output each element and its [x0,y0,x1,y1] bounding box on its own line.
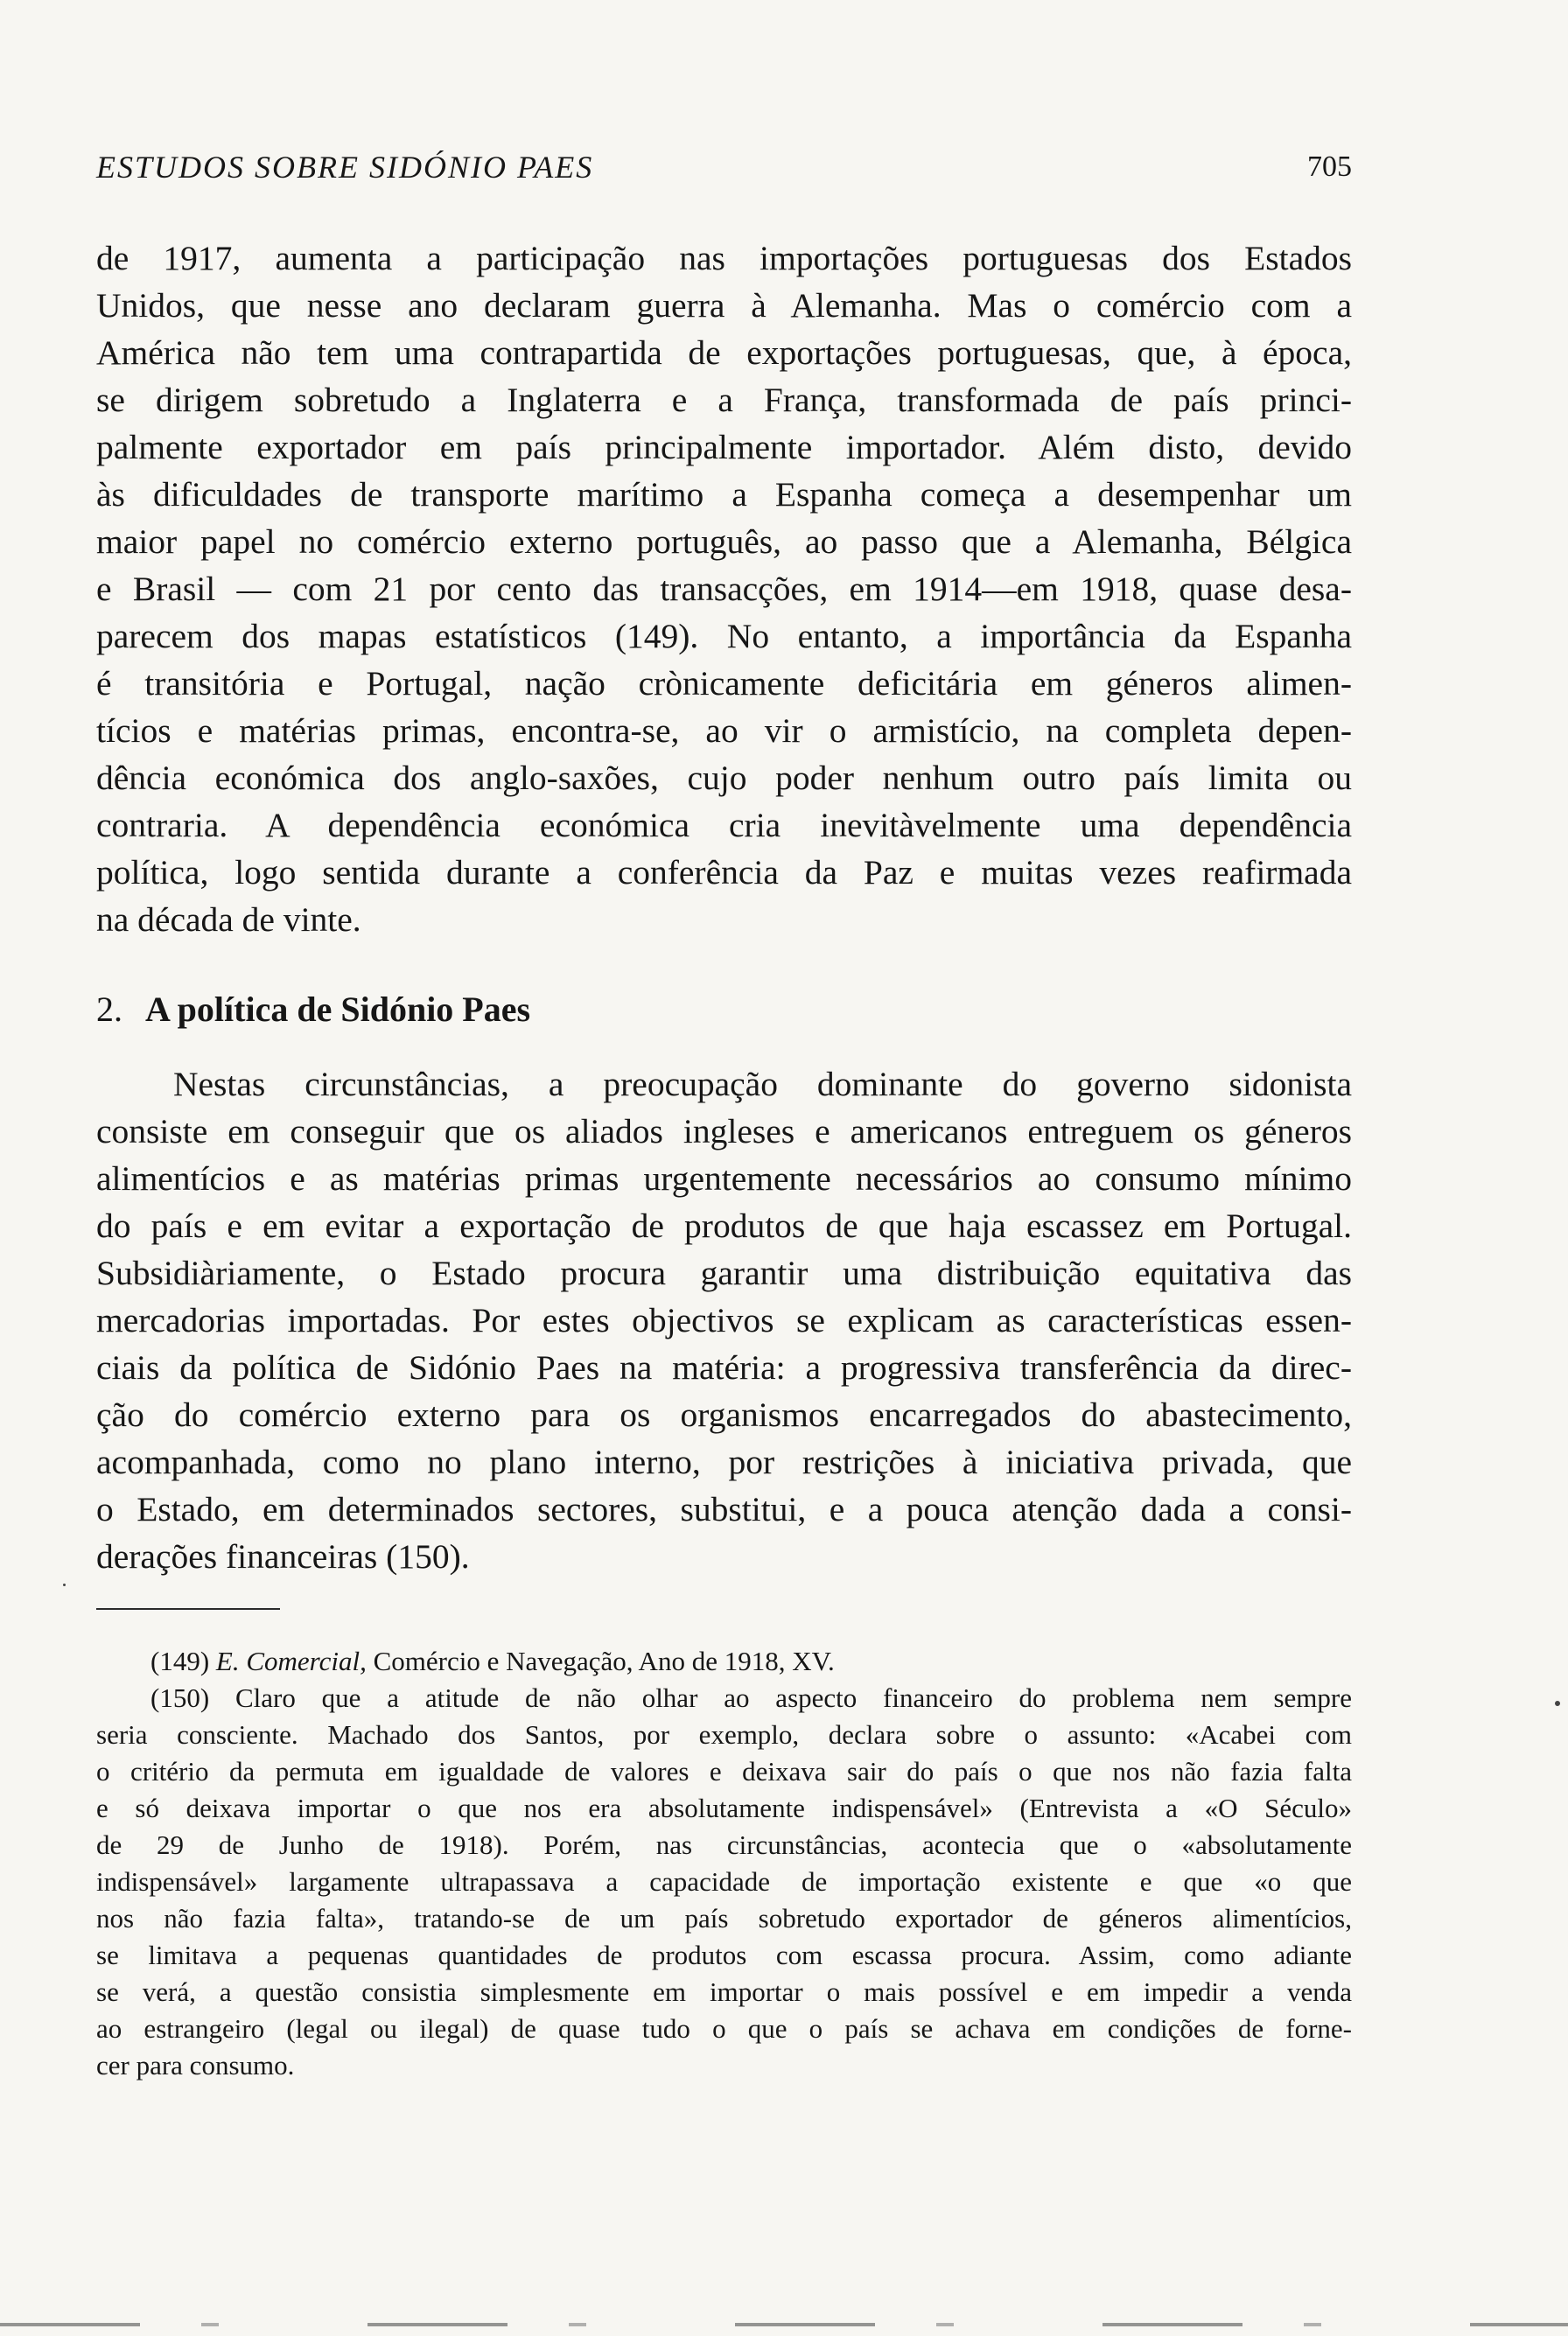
scan-edge-marks [0,2323,1568,2326]
footnote-line: se verá, a questão consistia simplesmente em importar o mais possível e em impedir a venda [96,1976,1352,2007]
paragraph-line: na década de vinte. [96,900,361,939]
paragraph-line: de 1917, aumenta a participação nas importações portuguesas dos Estados [96,239,1352,277]
running-head [96,149,1352,192]
paragraph-line: tícios e matérias primas, encontra-se, ao vir o armistício, na completa depen- [96,711,1352,750]
paragraph-one [96,234,1352,943]
footnote-line: de 29 de Junho de 1918). Porém, nas circunstâncias, acontecia que o «absolutamente [96,1829,1352,1860]
footnote-line: seria consciente. Machado dos Santos, por exemplo, declara sobre o assunto: «Acabei com [96,1719,1352,1750]
paragraph-line: é transitória e Portugal, nação crònicamente deficitária em géneros alimen- [96,664,1352,703]
section-title: A política de Sidónio Paes [145,990,531,1029]
paragraph-line: Nestas circunstâncias, a preocupação dominante do governo sidonista [173,1065,1352,1103]
paragraph-line: palmente exportador em país principalmente importador. Além disto, devido [96,428,1352,466]
footnote-separator [96,1608,280,1610]
page-number: 705 [1307,150,1352,183]
footnotes [96,1643,1352,2084]
paragraph-line: contraria. A dependência económica cria inevitàvelmente uma dependência [96,806,1352,844]
footnote-text: Comércio e Navegação, Ano de 1918, XV. [373,1646,835,1676]
paragraph-line: mercadorias importadas. Por estes objectivos se explicam as características essen- [96,1301,1352,1339]
paragraph-line-with-note-ref: parecem dos mapas estatísticos (149). No entanto, a importância da Espanha [96,617,1352,655]
paragraph-line: Subsidiàriamente, o Estado procura garantir uma distribuição equitativa das [96,1254,1352,1292]
paragraph-line: se dirigem sobretudo a Inglaterra e a França, transformada de país princi- [96,381,1352,419]
paragraph-line: política, logo sentida durante a conferência da Paz e muitas vezes reafirmada [96,853,1352,892]
paragraph-line: consiste em conseguir que os aliados ingleses e americanos entreguem os géneros [96,1112,1352,1151]
paragraph-line: dência económica dos anglo-saxões, cujo poder nenhum outro país limita ou [96,759,1352,797]
paragraph-line: às dificuldades de transporte marítimo a Espanha começa a desempenhar um [96,475,1352,514]
paragraph-line: ciais da política de Sidónio Paes na matéria: a progressiva transferência da direc- [96,1348,1352,1387]
footnote-150 [96,1680,1352,1717]
section-heading [96,989,530,1030]
footnote-149 [96,1643,1352,1680]
paragraph-line: ção do comércio externo para os organismos encarregados do abastecimento, [96,1395,1352,1434]
footnote-line: indispensável» largamente ultrapassava a capacidade de importação existente e que «o que [96,1866,1352,1897]
paragraph-line: e Brasil — com 21 por cento das transacções, em 1914—em 1918, quase desa- [96,570,1352,608]
footnote-text: Claro que a atitude de não olhar ao aspecto financeiro do problema nem sempre [234,1682,1352,1713]
footnote-line: se limitava a pequenas quantidades de produtos com escassa procura. Assim, como adiante [96,1940,1352,1970]
paragraph-line: América não tem uma contrapartida de exportações portuguesas, que, à época, [96,333,1352,372]
footnote-line: e só deixava importar o que nos era absolutamente indispensável» (Entrevista a «O Século» [96,1793,1352,1823]
running-title: ESTUDOS SOBRE SIDÓNIO PAES [96,150,594,185]
footnote-line: nos não fazia falta», tratando-se de um país sobretudo exportador de géneros alimentícios, [96,1903,1352,1934]
paragraph-line: Unidos, que nesse ano declaram guerra à Alemanha. Mas o comércio com a [96,286,1352,325]
paragraph-line-with-note-ref: derações financeiras (150). [96,1537,470,1576]
scan-speck [1555,1701,1560,1706]
paragraph-line: maior papel no comércio externo português, ao passo que a Alemanha, Bélgica [96,522,1352,561]
paragraph-line: alimentícios e as matérias primas urgentemente necessários ao consumo mínimo [96,1159,1352,1198]
paragraph-line: o Estado, em determinados sectores, substitui, e a pouca atenção dada a consi- [96,1490,1352,1528]
paragraph-two [96,1060,1352,1580]
footnote-number: (150) [150,1682,210,1713]
section-number: 2. [96,990,122,1029]
scan-speck [63,1584,66,1586]
footnote-line: o critério da permuta em igualdade de valores e deixava sair do país o que nos não fazia falta [96,1756,1352,1787]
footnote-line: cer para consumo. [96,2050,295,2081]
paragraph-line: acompanhada, como no plano interno, por restrições à iniciativa privada, que [96,1443,1352,1481]
footnote-number: (149) [150,1646,210,1676]
footnote-source: E. Comercial, [215,1646,367,1676]
footnote-line: ao estrangeiro (legal ou ilegal) de quase tudo o que o país se achava em condições de forne- [96,2013,1352,2044]
paragraph-line: do país e em evitar a exportação de produtos de que haja escassez em Portugal. [96,1206,1352,1245]
